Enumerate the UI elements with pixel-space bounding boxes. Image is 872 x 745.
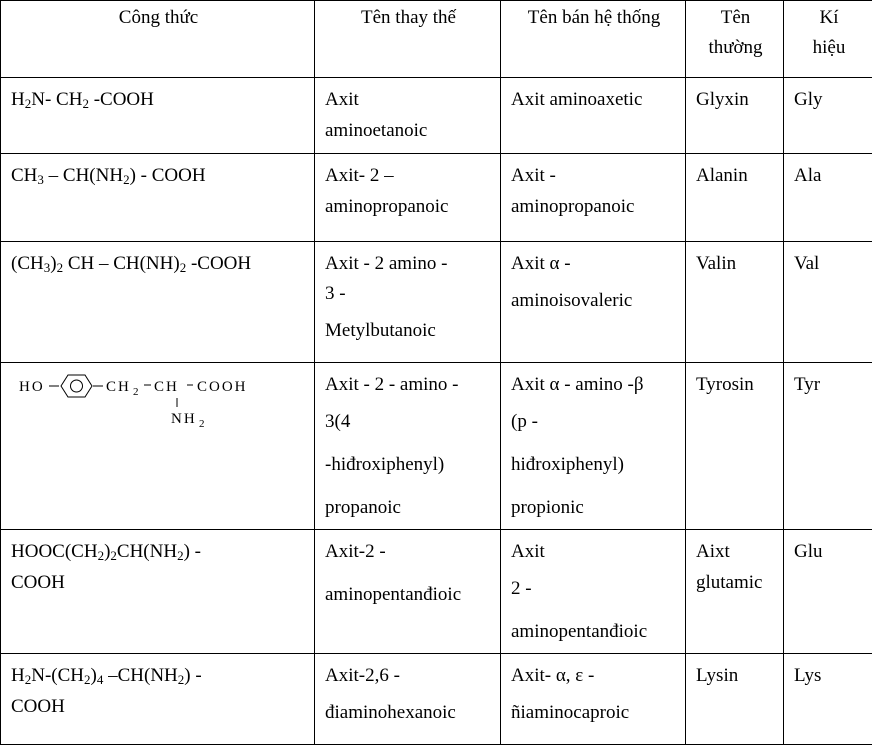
name-line: 2 - [511,567,677,610]
iupac-name-cell [315,78,501,154]
name-line: aminopentanđioic [511,610,677,653]
symbol-text: Glu [794,536,864,567]
iupac-name-cell [315,654,501,745]
ch-label: CH [154,379,179,395]
formula-part: H [11,665,25,686]
symbol-cell [784,154,872,242]
hydroxyl-label: HO [19,379,45,395]
name-line: Lysin [696,660,775,691]
name-line: Axit aminoaxetic [511,84,677,115]
formula-part: ) [50,253,56,274]
formula-part: CH(NH [117,541,177,562]
formula-subscript: 2 [180,260,187,275]
iupac-name-cell [315,363,501,530]
table-row [1,363,872,530]
name-line: Aixt [696,536,775,567]
name-line: propionic [511,486,677,529]
header-label: Tên [696,3,775,33]
common-name-cell [686,154,784,242]
name-line: Glyxin [696,84,775,115]
name-line: Alanin [696,160,775,191]
name-line: 3(4 [325,400,492,443]
name-line: Axit - 2 amino - [325,248,492,279]
formula-subscript: 2 [123,172,130,187]
name-line: Tyrosin [696,369,775,400]
header-common [686,1,784,78]
formula-part: ) - [184,541,201,562]
formula-part: ) - [184,665,201,686]
table-row [1,654,872,745]
name-line: aminoetanoic [325,115,492,146]
formula-cell [1,242,315,363]
name-line: ñiaminocaproic [511,691,677,734]
symbol-cell [784,242,872,363]
formula-subscript: 2 [25,96,32,111]
header-semi [501,1,686,78]
header-symbol [784,1,872,78]
common-name-cell [686,242,784,363]
name-line: aminopentanđioic [325,567,492,622]
benzene-ring-icon [61,375,92,397]
formula-part: H [11,89,25,110]
semi-systematic-name-cell [501,154,686,242]
formula-subscript: 3 [44,260,51,275]
formula-cell [1,363,315,530]
table-row [1,530,872,654]
name-line: Axit - [511,160,677,191]
formula-subscript: 2 [98,548,105,563]
name-line: (p - [511,400,677,443]
symbol-text: Val [794,248,864,279]
name-line: Axit- α, ε - [511,660,677,691]
aromatic-circle [71,380,83,392]
formula-subscript: 2 [82,96,89,111]
name-line: điaminohexanoic [325,691,492,734]
header-label: thường [696,33,775,63]
name-line: Axit-2 - [325,536,492,567]
formula-part: CH [11,165,37,186]
table-row [1,154,872,242]
name-line: Axit- 2 – [325,160,492,191]
formula-part: –CH(NH [103,665,177,686]
name-line: glutamic [696,567,775,598]
common-name-cell [686,78,784,154]
symbol-text: Tyr [794,369,864,400]
iupac-name-cell [315,154,501,242]
name-line: Axit α - [511,248,677,279]
formula-part: -COOH [186,253,251,274]
formula-subscript: 2 [25,672,32,687]
name-line: aminopropanoic [511,191,677,222]
amino-label: NH [171,411,197,427]
carboxyl-label: COOH [197,379,248,395]
semi-systematic-name-cell [501,654,686,745]
symbol-cell [784,654,872,745]
formula-part: ) - COOH [130,165,206,186]
header-row [1,1,872,78]
symbol-text: Lys [794,660,864,691]
header-iupac [315,1,501,78]
formula-subscript: 3 [37,172,44,187]
header-label: Kí [794,3,864,33]
semi-systematic-name-cell [501,363,686,530]
formula-subscript: 2 [84,672,91,687]
name-line: Metylbutanoic [325,309,492,352]
name-line: Axit-2,6 - [325,660,492,691]
formula-subscript: 2 [57,260,64,275]
formula-subscript: 2 [110,548,117,563]
name-line: 3 - [325,279,492,309]
name-line: Axit [325,84,492,115]
semi-systematic-name-cell [501,78,686,154]
formula-part: ) [91,665,97,686]
iupac-name-cell [315,530,501,654]
symbol-text: Ala [794,160,864,191]
formula-part: CH – CH(NH) [63,253,180,274]
name-line: propanoic [325,486,492,529]
name-line: aminoisovaleric [511,279,677,322]
formula-subscript: 2 [177,548,184,563]
header-label: hiệu [794,33,864,63]
formula-cell [1,154,315,242]
formula-continued: COOH [11,691,306,722]
name-line: Axit α - amino -β [511,369,677,400]
formula-continued: COOH [11,567,306,598]
formula-part: (CH [11,253,44,274]
name-line: hiđroxiphenyl) [511,443,677,486]
formula [11,84,306,115]
symbol-cell [784,78,872,154]
symbol-text: Gly [794,84,864,115]
formula-subscript: 4 [97,672,104,687]
formula [11,660,306,691]
semi-systematic-name-cell [501,242,686,363]
header-formula [1,1,315,78]
common-name-cell [686,363,784,530]
formula-cell [1,78,315,154]
formula-part: HOOC(CH [11,541,98,562]
header-label: Tên bán hệ thống [511,3,677,33]
ch2-label: CH [106,379,131,395]
iupac-name-cell [315,242,501,363]
common-name-cell [686,654,784,745]
symbol-cell [784,363,872,530]
tyrosine-structure [11,371,301,431]
name-line: Valin [696,248,775,279]
formula-part: ) [104,541,110,562]
header-label: Tên thay thế [325,3,492,33]
header-label: Công thức [11,3,306,33]
subscript: 2 [199,418,207,430]
name-line: Axit - 2 - amino - [325,369,492,400]
name-line: Axit [511,536,677,567]
formula-cell [1,654,315,745]
symbol-cell [784,530,872,654]
formula-subscript: 2 [178,672,185,687]
formula-part: N- CH [31,89,82,110]
formula-part: -COOH [89,89,154,110]
name-line: aminopropanoic [325,191,492,222]
formula [11,160,306,191]
formula [11,248,306,279]
formula-cell [1,530,315,654]
common-name-cell [686,530,784,654]
name-line: -hiđroxiphenyl) [325,443,492,486]
formula [11,536,306,567]
semi-systematic-name-cell [501,530,686,654]
subscript: 2 [133,386,141,398]
formula-part: – CH(NH [44,165,123,186]
table-row [1,242,872,363]
formula-part: N-(CH [31,665,84,686]
table-row [1,78,872,154]
